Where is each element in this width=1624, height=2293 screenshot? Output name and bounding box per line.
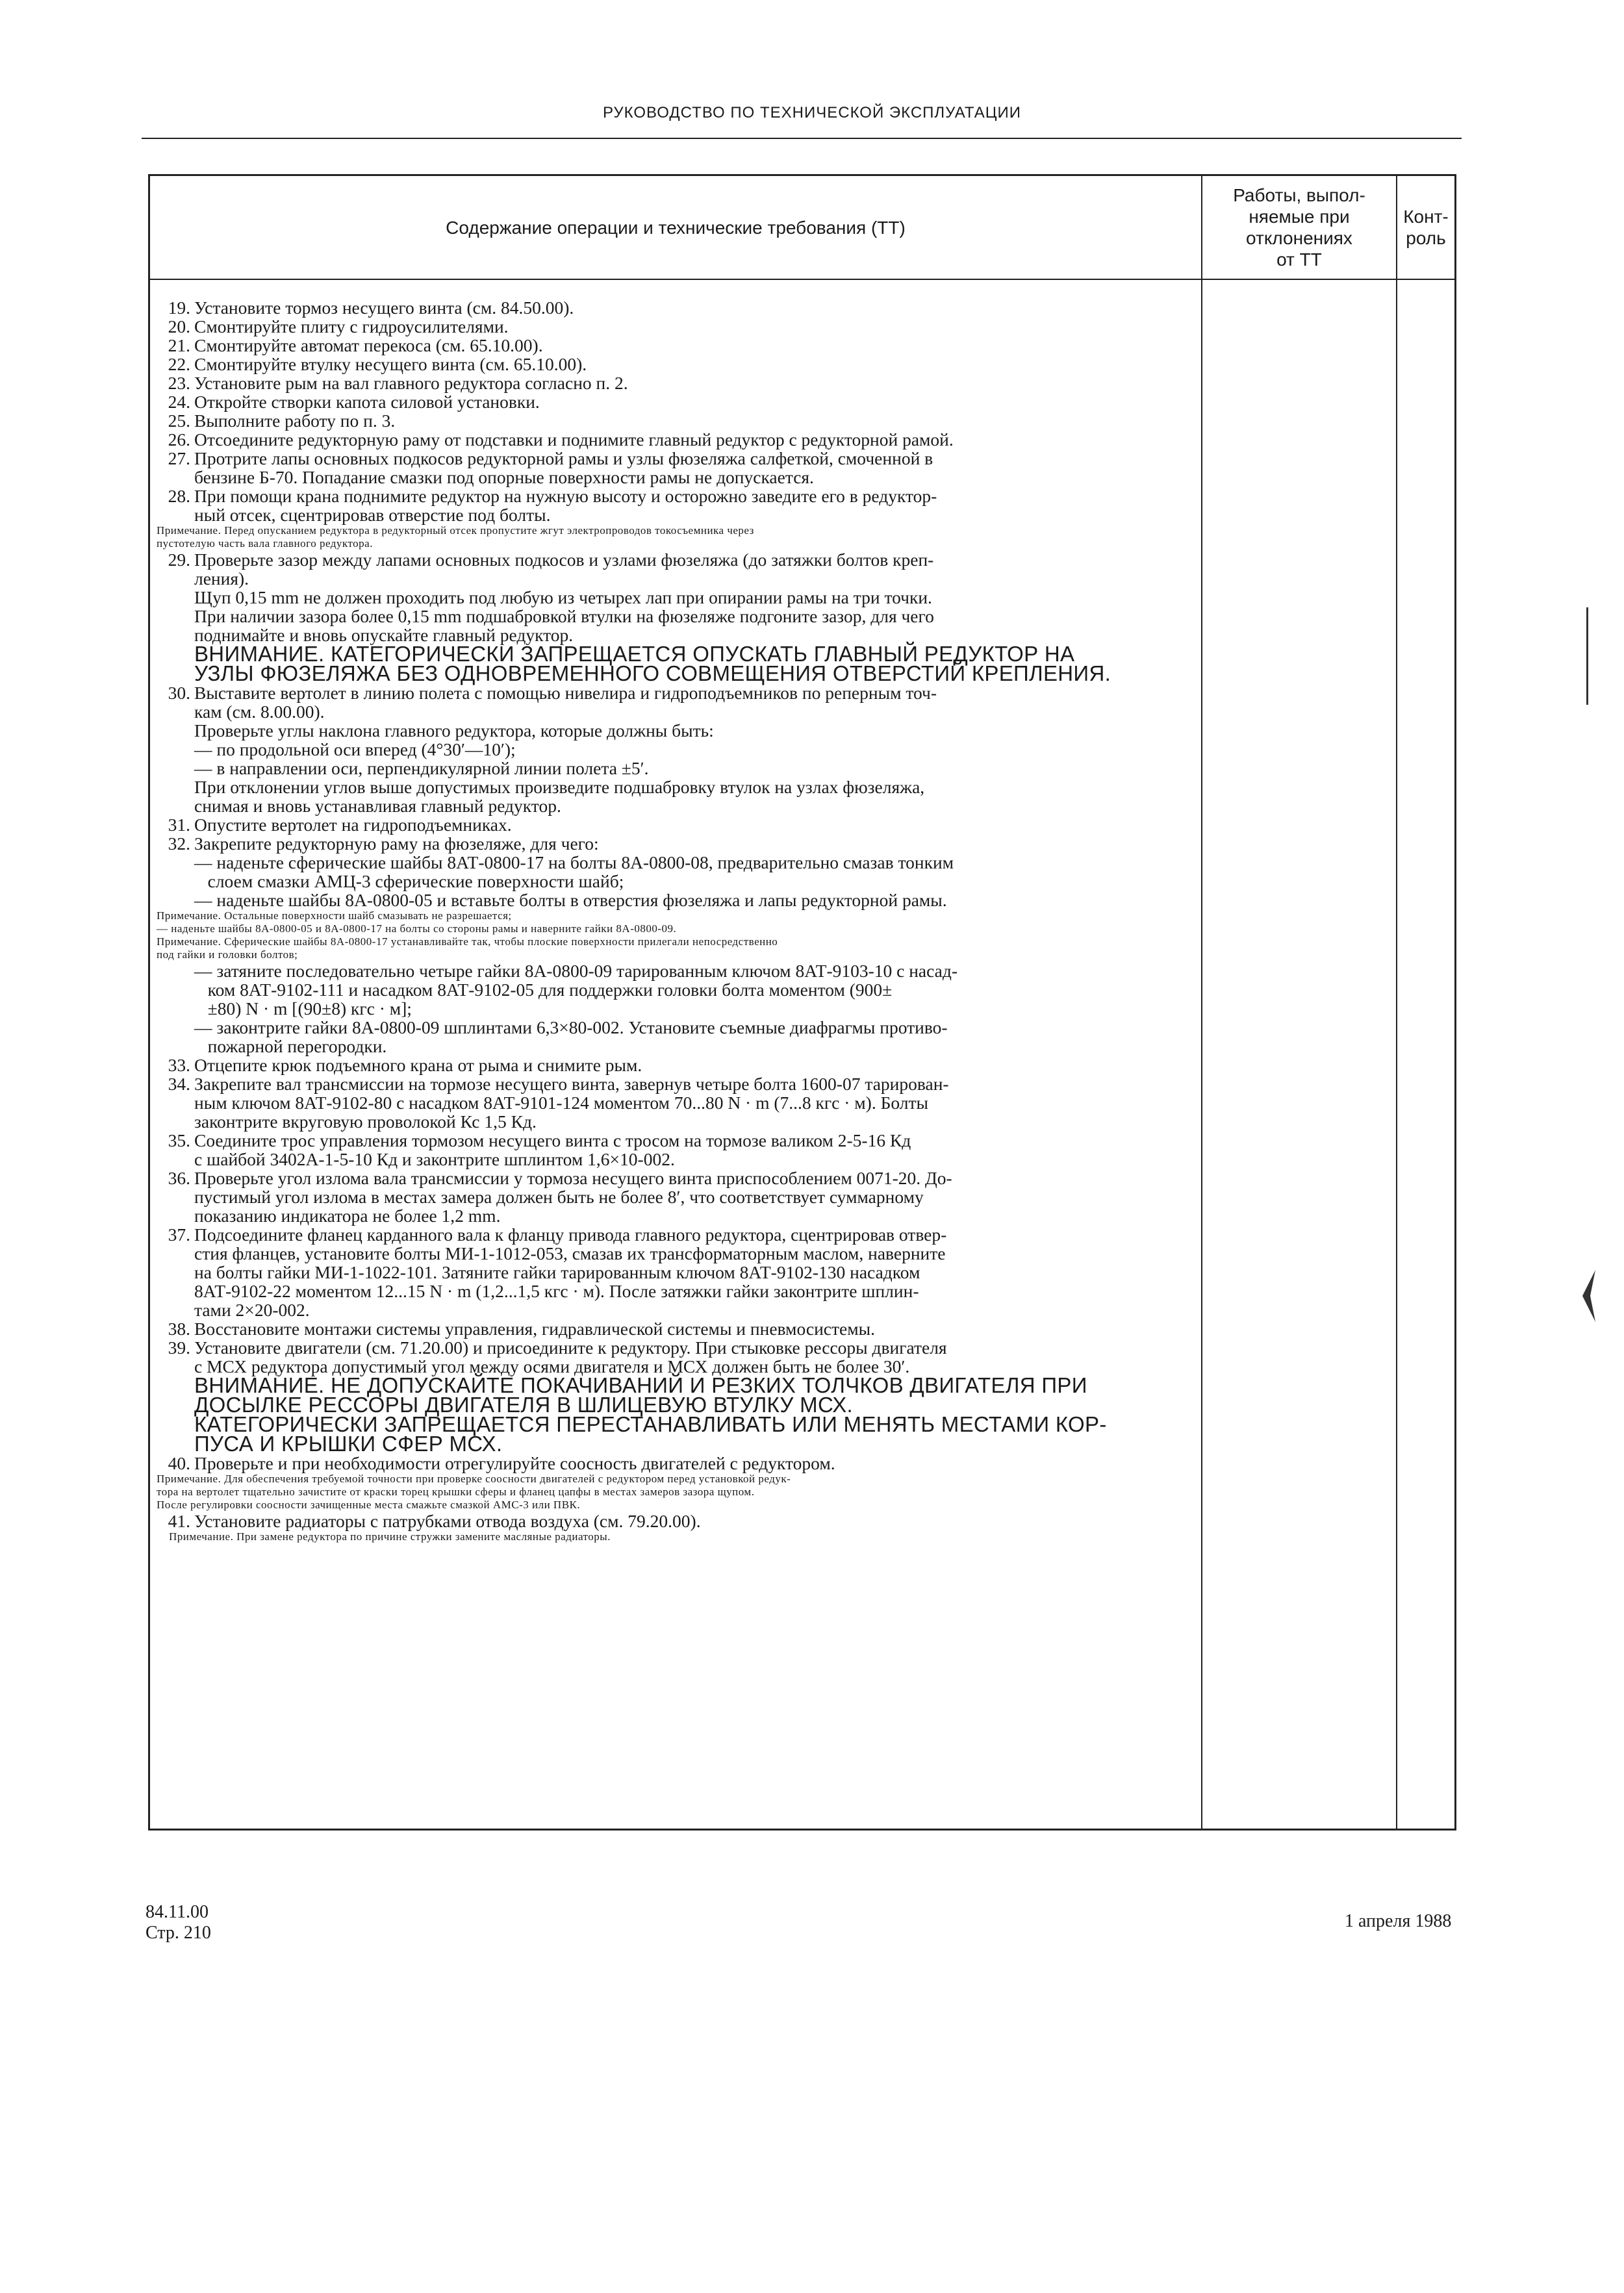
step-number: 33. <box>168 1055 190 1075</box>
step-row <box>157 1056 1180 1074</box>
step-text: Установите радиаторы с патрубками отвода воздуха (см. 79.20.00). <box>194 1511 701 1531</box>
step-number: 20. <box>168 316 190 336</box>
step-number: 38. <box>168 1319 190 1339</box>
step-text: Закрепите вал трансмиссии на тормозе несущего винта, завернув четыре болта 1600-07 тарирован- ным ключом 8АТ-9102-80 с насадком 8АТ-9101-124 моментом 70...80 N · m (7...8 кгс · м). Болты законтрите вкруговую проволокой Кс 1,5 Кд. <box>194 1074 949 1132</box>
step-number: 32. <box>168 833 190 854</box>
step-row <box>157 1338 1180 1376</box>
operations-table <box>148 174 1456 1831</box>
step-text: Подсоедините фланец карданного вала к фланцу привода главного редуктора, сцентрировав отвер- стия фланцев, установите болты МИ-1-1012-053, смазав их трансформаторным маслом, наверните на болты гайки МИ-1-1022-101. Затяните гайки тарированным ключом 8АТ-9102-130 насадком 8АТ-9102-22 моментом 12...15 N · m (1,2...1,5 кгс · м). После затяжки гайки законтрите шплин- тами 2×20-002. <box>194 1224 947 1320</box>
step-row <box>157 1319 1180 1338</box>
step-text: Выставите вертолет в линию полета с помощью нивелира и гидроподъемников по реперным точ- кам (см. 8.00.00). <box>194 683 937 722</box>
step-text: Смонтируйте автомат перекоса (см. 65.10.00). <box>194 335 543 355</box>
step-number: 39. <box>168 1337 190 1358</box>
running-title: РУКОВОДСТВО ПО ТЕХНИЧЕСКОЙ ЭКСПЛУАТАЦИИ <box>602 104 1022 121</box>
col-header-control: Конт- роль <box>1403 207 1449 248</box>
step-row <box>157 1225 1180 1319</box>
step-text: Откройте створки капота силовой установки. <box>194 392 540 412</box>
header-rule <box>142 138 1462 139</box>
scan-mark <box>1586 607 1588 705</box>
step-row <box>157 550 1180 588</box>
step-text: Проверьте и при необходимости отрегулируйте соосность двигателей с редуктором. <box>194 1453 835 1473</box>
step-number: 41. <box>168 1511 190 1531</box>
step-number: 28. <box>168 486 190 506</box>
note-text: Примечание. Сферические шайбы 8А-0800-17 устанавливайте так, чтобы плоские поверхности прилегали непосредственно под гайки и головки болтов; <box>157 935 778 961</box>
step-row <box>157 336 1180 355</box>
step-text: Соедините трос управления тормозом несущего винта с тросом на тормозе валиком 2-5-16 Кд с шайбой 3402А-1-5-10 Кд и законтрите шплинтом 1,6×10-002. <box>194 1130 911 1169</box>
col-header-content: Содержание операции и технические требования (ТТ) <box>446 217 906 238</box>
col-header-deviation: Работы, выпол- няемые при отклонениях от ТТ <box>1233 185 1365 270</box>
step-row <box>157 815 1180 834</box>
step-number: 29. <box>168 550 190 570</box>
step-row <box>157 1131 1180 1169</box>
step-continuation: — затяните последовательно четыре гайки 8А-0800-09 тарированным ключом 8АТ-9103-10 с насад- ком 8АТ-9102-111 и насадком 8АТ-9102-05 для поддержки головки болта моментом (900± ±80) N · m [(90±8) кгс · м]; — законтрите гайки 8А-0800-09 шплинтами 6,3×80-002. Установите съемные диафрагмы противо- пожарной перегородки. <box>194 961 958 1056</box>
step-text: Выполните работу по п. 3. <box>194 411 396 431</box>
column-divider <box>1201 176 1202 1829</box>
warning-text: ВНИМАНИЕ. КАТЕГОРИЧЕСКИ ЗАПРЕЩАЕТСЯ ОПУСКАТЬ ГЛАВНЫЙ РЕДУКТОР НА УЗЛЫ ФЮЗЕЛЯЖА БЕЗ ОДНОВРЕМЕННОГО СОВМЕЩЕНИЯ ОТВЕРСТИЙ КРЕПЛЕНИЯ. <box>194 642 1111 685</box>
step-row <box>157 449 1180 487</box>
warning-text: ВНИМАНИЕ. НЕ ДОПУСКАЙТЕ ПОКАЧИВАНИЙ И РЕЗКИХ ТОЛЧКОВ ДВИГАТЕЛЯ ПРИ ДОСЫЛКЕ РЕССОРЫ ДВИГАТЕЛЯ В ШЛИЦЕВУЮ ВТУЛКУ МСХ. КАТЕГОРИЧЕСКИ ЗАПРЕЩАЕТСЯ ПЕРЕСТАНАВЛИВАТЬ ИЛИ МЕНЯТЬ МЕСТАМИ КОР- ПУСА И КРЫШКИ СФЕР МСХ. <box>194 1373 1107 1456</box>
step-row <box>157 1512 1180 1530</box>
note-text: Примечание. Перед опусканием редуктора в редукторный отсек пропустите жгут электропроводов токосъемника через пустотелую часть вала главного редуктора. <box>157 524 754 550</box>
step-row <box>157 411 1180 430</box>
step-text: Отсоедините редукторную раму от подставки и поднимите главный редуктор с редукторной рамой. <box>194 429 954 450</box>
issue-date: 1 апреля 1988 <box>1345 1911 1452 1931</box>
step-text: Установите двигатели (см. 71.20.00) и присоедините к редуктору. При стыковке рессоры двигателя с МСХ редуктора допустимый угол между осями двигателя и МСХ должен быть не более 30′. <box>194 1337 947 1376</box>
column-divider <box>1396 176 1397 1829</box>
note-text: Примечание. Для обеспечения требуемой точности при проверке соосности двигателей с редуктором перед установкой редук- тора на вертолет тщательно зачистите от краски торец крышки сферы и фланец цапфы в местах замеров зазора щупом. После регулировки соосности зачищенные места смажьте смазкой АМС-3 или ПВК. <box>157 1473 791 1511</box>
note-text: Примечание. Остальные поверхности шайб смазывать не разрешается; — наденьте шайбы 8А-0800-05 и 8А-0800-17 на болты со стороны рамы и наверните гайки 8А-0800-09. <box>157 909 677 935</box>
section-number: 84.11.00 <box>146 1902 209 1922</box>
step-row <box>157 1074 1180 1131</box>
step-text: Закрепите редукторную раму на фюзеляже, для чего: — наденьте сферические шайбы 8АТ-0800-17 на болты 8А-0800-08, предварительно смазав тонким слоем смазки АМЦ-3 сферические поверхности шайб; — наденьте шайбы 8А-0800-05 и вставьте болты в отверстия фюзеляжа и лапы редукторной рамы. <box>194 833 954 910</box>
step-row <box>157 392 1180 411</box>
step-row <box>157 1169 1180 1225</box>
step-number: 27. <box>168 448 190 468</box>
step-text: Отцепите крюк подъемного крана от рыма и снимите рым. <box>194 1055 642 1075</box>
note-text: Примечание. При замене редуктора по причине стружки замените масляные радиаторы. <box>157 1530 611 1543</box>
step-text: Опустите вертолет на гидроподъемниках. <box>194 815 512 835</box>
step-number: 40. <box>168 1453 190 1473</box>
step-row <box>157 430 1180 449</box>
steps-list <box>157 298 1180 1543</box>
page-number: Стр. 210 <box>146 1923 211 1943</box>
step-number: 30. <box>168 683 190 703</box>
step-text: Смонтируйте втулку несущего винта (см. 65.10.00). <box>194 354 587 374</box>
step-number: 34. <box>168 1074 190 1094</box>
scan-mark <box>1582 1270 1595 1322</box>
step-text: Установите рым на вал главного редуктора согласно п. 2. <box>194 373 628 393</box>
step-row <box>157 834 1180 909</box>
step-row <box>157 317 1180 336</box>
step-number: 19. <box>168 298 190 318</box>
step-text: Смонтируйте плиту с гидроусилителями. <box>194 316 509 336</box>
step-number: 36. <box>168 1168 190 1188</box>
step-number: 31. <box>168 815 190 835</box>
step-number: 23. <box>168 373 190 393</box>
step-row <box>157 374 1180 392</box>
step-text: Установите тормоз несущего винта (см. 84.50.00). <box>194 298 574 318</box>
step-row <box>157 1454 1180 1473</box>
step-number: 26. <box>168 429 190 450</box>
step-continuation: Щуп 0,15 mm не должен проходить под любую из четырех лап при опирании рамы на три точки. При наличии зазора более 0,15 mm подшабровкой втулки на фюзеляже подгоните зазор, для чего поднимайте и вновь опускайте главный редуктор. <box>194 587 934 645</box>
step-number: 35. <box>168 1130 190 1150</box>
step-row <box>157 487 1180 524</box>
step-text: Восстановите монтажи системы управления, гидравлической системы и пневмосистемы. <box>194 1319 875 1339</box>
step-row <box>157 298 1180 317</box>
step-number: 25. <box>168 411 190 431</box>
step-text: Протрите лапы основных подкосов редукторной рамы и узлы фюзеляжа салфеткой, смоченной в бензине Б-70. Попадание смазки под опорные поверхности рамы не допускается. <box>194 448 933 487</box>
step-row <box>157 683 1180 721</box>
step-text: При помощи крана поднимите редуктор на нужную высоту и осторожно заведите его в редуктор- ный отсек, сцентрировав отверстие под болты. <box>194 486 937 525</box>
step-text: Проверьте угол излома вала трансмиссии у тормоза несущего винта приспособлением 0071-20. До- пустимый угол излома в местах замера должен быть не более 8′, что соответствует суммарному показанию индикатора не более 1,2 mm. <box>194 1168 952 1226</box>
step-continuation: Проверьте углы наклона главного редуктора, которые должны быть: — по продольной оси вперед (4°30′—10′); — в направлении оси, перпендикулярной линии полета ±5′. При отклонении углов выше допустимых произведите подшабровку втулок на узлах фюзеляжа, снимая и вновь устанавливая главный редуктор. <box>194 720 925 816</box>
step-number: 37. <box>168 1224 190 1245</box>
step-number: 22. <box>168 354 190 374</box>
step-row <box>157 355 1180 374</box>
step-number: 24. <box>168 392 190 412</box>
step-number: 21. <box>168 335 190 355</box>
step-text: Проверьте зазор между лапами основных подкосов и узлами фюзеляжа (до затяжки болтов креп- ления). <box>194 550 934 589</box>
